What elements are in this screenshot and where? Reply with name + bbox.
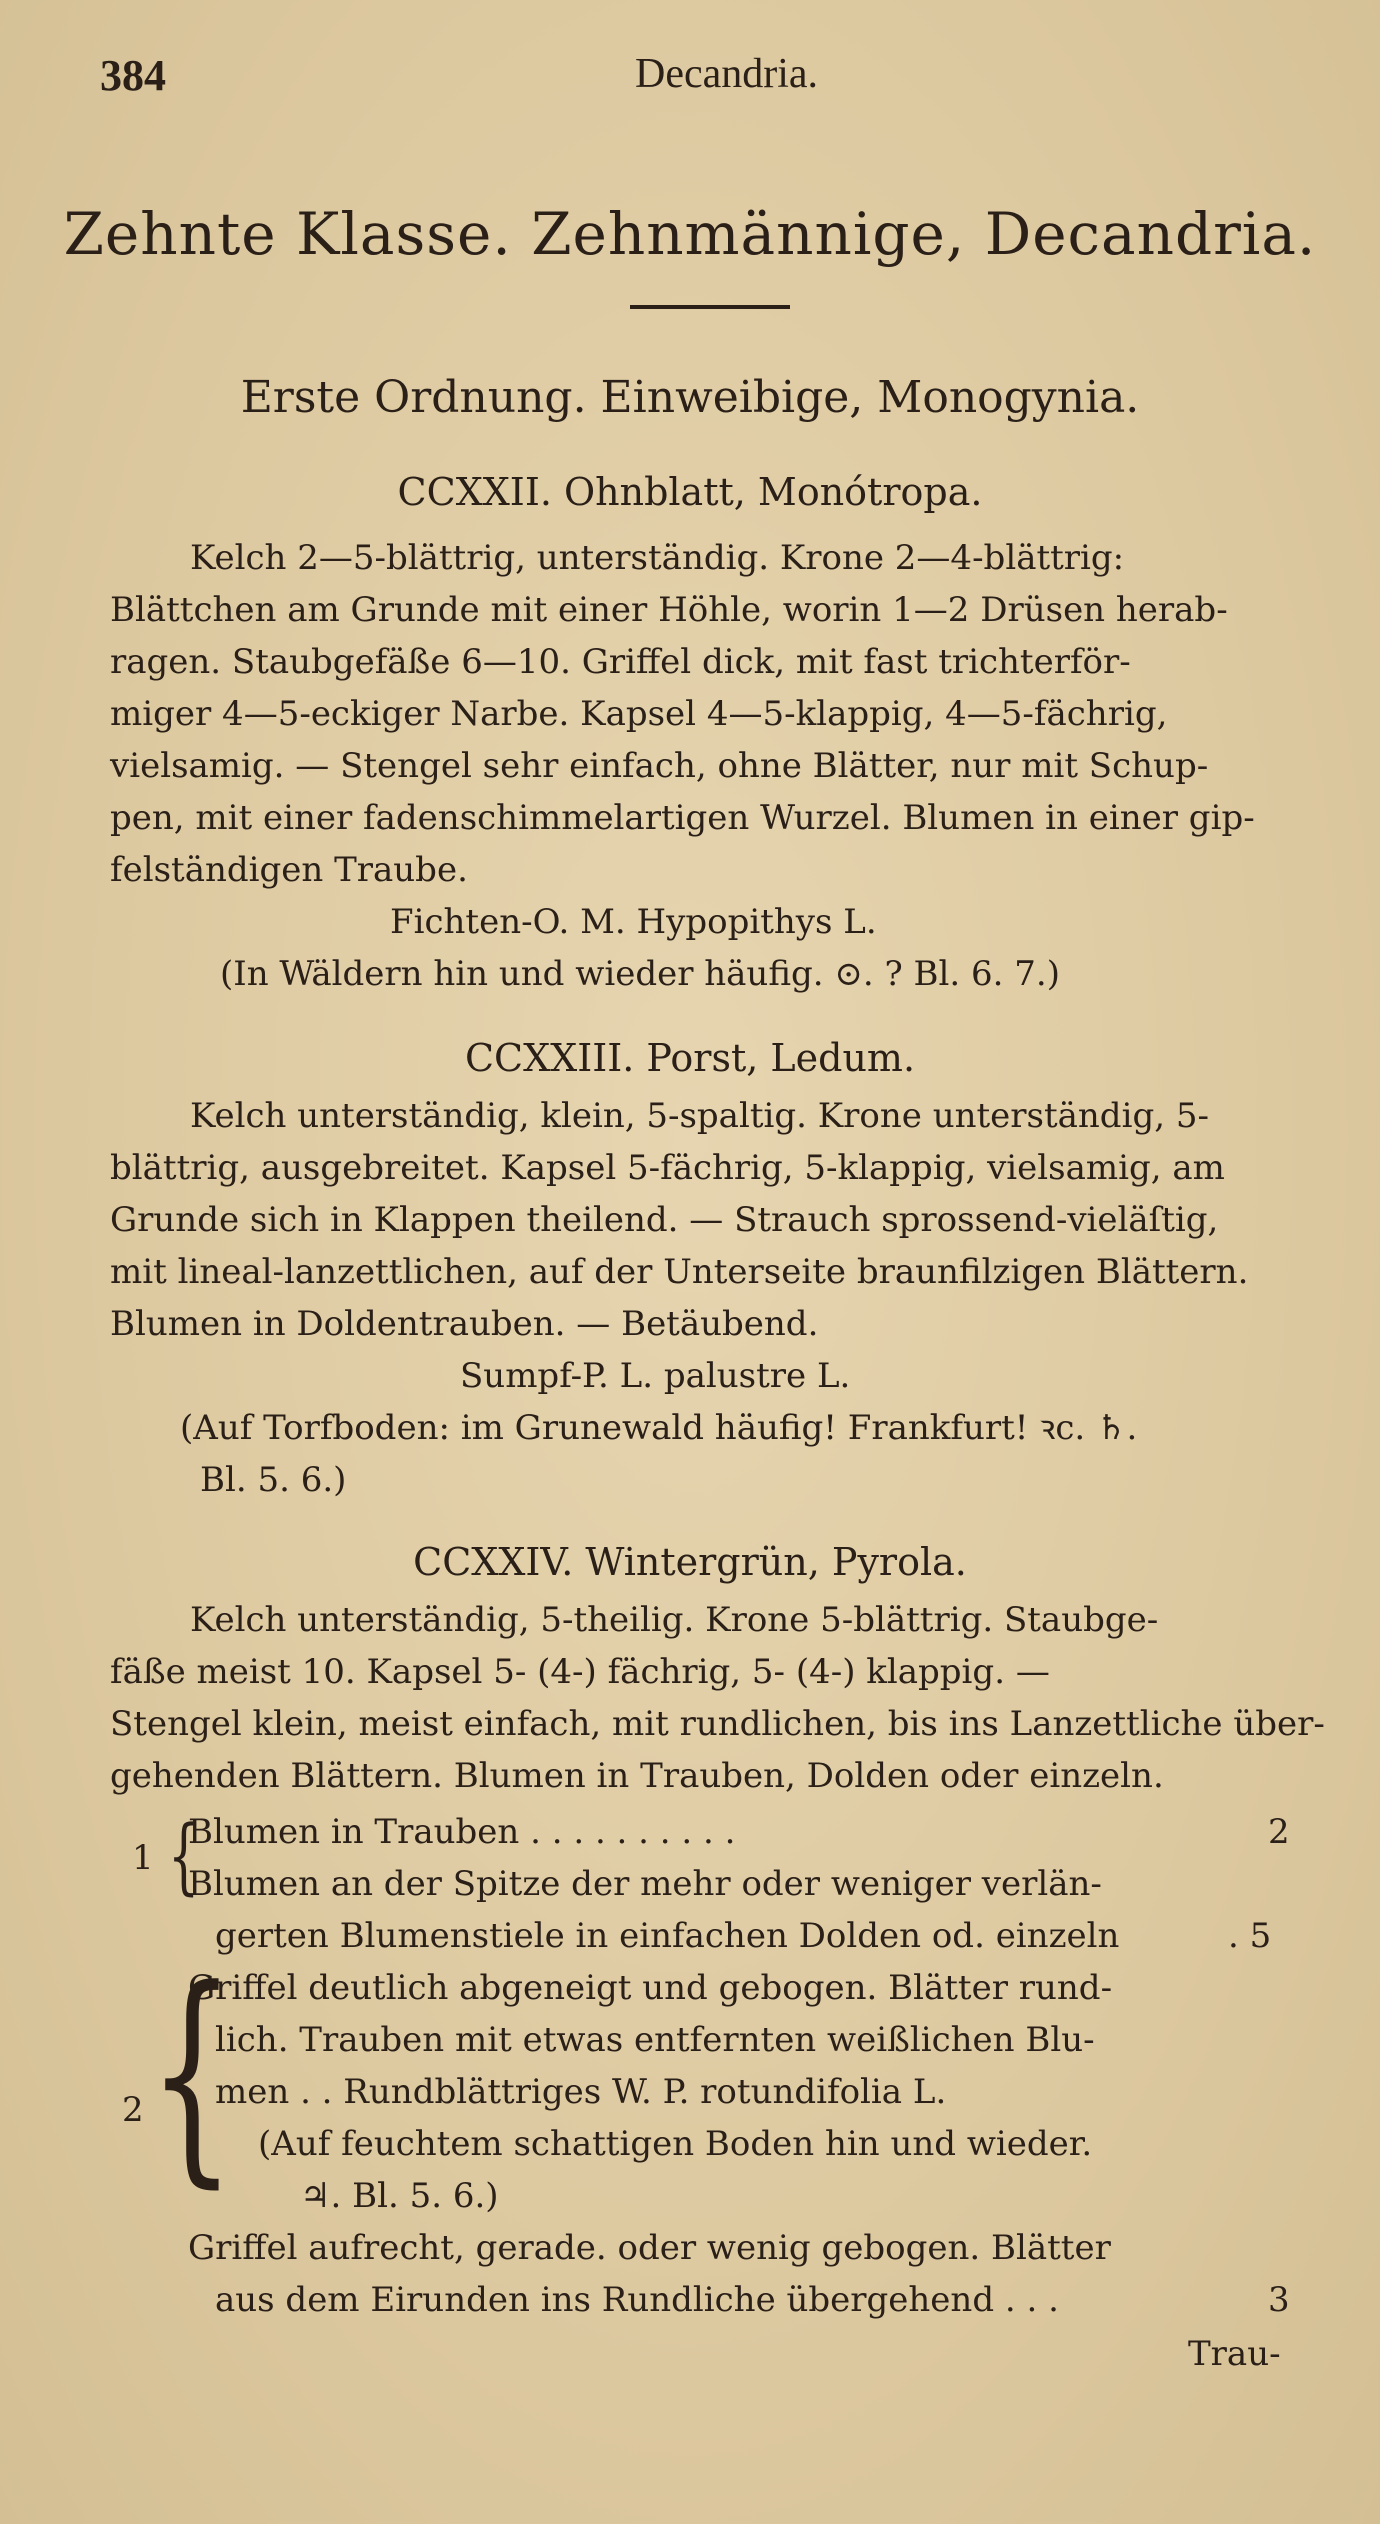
description-line: Kelch 2—5-blättrig, unterständig. Krone 2—4-blättrig:: [190, 538, 1125, 578]
key-line: aus dem Eirunden ins Rundliche übergehend . . .: [215, 2280, 1059, 2320]
class-title: Zehnte Klasse. Zehnmännige, Decandria.: [63, 200, 1317, 268]
key-reference: 2: [1268, 1812, 1290, 1852]
key-line: Griffel aufrecht, gerade. oder wenig gebogen. Blätter: [188, 2228, 1111, 2268]
description-line: fäße meist 10. Kapsel 5- (4-) fächrig, 5- (4-) klappig. —: [110, 1652, 1050, 1692]
genus-heading-pyrola: CCXXIV. Wintergrün, Pyrola.: [413, 1540, 967, 1584]
species-entry: Fichten-O. M. Hypopithys L.: [390, 902, 877, 942]
description-line: Kelch unterständig, 5-theilig. Krone 5-blättrig. Staubge-: [190, 1600, 1159, 1640]
running-title: Decandria.: [635, 51, 819, 97]
key-number: 2: [122, 2090, 144, 2130]
habitat-note: Bl. 5. 6.): [200, 1460, 347, 1500]
description-line: vielsamig. — Stengel sehr einfach, ohne Blätter, nur mit Schup-: [110, 746, 1209, 786]
description-line: miger 4—5-eckiger Narbe. Kapsel 4—5-klappig, 4—5-fächrig,: [110, 694, 1168, 734]
key-line: Blumen in Trauben . . . . . . . . . .: [188, 1812, 736, 1852]
key-line: Blumen an der Spitze der mehr oder weniger verlän-: [188, 1864, 1102, 1904]
description-line: mit lineal-lanzettlichen, auf der Unterseite braunfilzigen Blättern.: [110, 1252, 1249, 1292]
key-line: gerten Blumenstiele in einfachen Dolden od. einzeln: [215, 1916, 1120, 1956]
description-line: ragen. Staubgefäße 6—10. Griffel dick, mit fast trichterför-: [110, 642, 1131, 682]
key-line: Griffel deutlich abgeneigt und gebogen. Blätter rund-: [188, 1968, 1113, 2008]
species-entry: Sumpf-P. L. palustre L.: [460, 1356, 851, 1396]
key-line: men . . Rundblättriges W. P. rotundifolia L.: [215, 2072, 947, 2112]
description-line: felständigen Traube.: [110, 850, 468, 890]
key-brace: {: [168, 1809, 200, 1904]
order-title: Erste Ordnung. Einweibige, Monogynia.: [240, 372, 1140, 423]
key-brace: {: [148, 1941, 236, 2208]
page-number: 384: [100, 51, 166, 100]
habitat-note: (Auf Torfboden: im Grunewald häufig! Frankfurt! ꝛc. ♄.: [180, 1408, 1138, 1448]
description-line: blättrig, ausgebreitet. Kapsel 5-fächrig, 5-klappig, vielsamig, am: [110, 1148, 1225, 1188]
description-line: Kelch unterständig, klein, 5-spaltig. Krone unterständig, 5-: [190, 1096, 1209, 1136]
habitat-note: (In Wäldern hin und wieder häufig. ⊙. ? Bl. 6. 7.): [220, 954, 1060, 994]
key-reference: 3: [1268, 2280, 1290, 2320]
habitat-note: ♃. Bl. 5. 6.): [300, 2176, 499, 2216]
description-line: Stengel klein, meist einfach, mit rundlichen, bis ins Lanzettliche über-: [110, 1704, 1325, 1744]
description-line: Grunde sich in Klappen theilend. — Strauch sprossend-vieläſtig,: [110, 1200, 1219, 1240]
description-line: gehenden Blättern. Blumen in Trauben, Dolden oder einzeln.: [110, 1756, 1164, 1796]
description-line: Blumen in Doldentrauben. — Betäubend.: [110, 1304, 819, 1344]
genus-heading-monotropa: CCXXII. Ohnblatt, Monótropa.: [397, 470, 983, 514]
title-rule: [630, 305, 790, 309]
description-line: Blättchen am Grunde mit einer Höhle, worin 1—2 Drüsen herab-: [110, 590, 1228, 630]
habitat-note: (Auf feuchtem schattigen Boden hin und wieder.: [258, 2124, 1093, 2164]
description-line: pen, mit einer fadenschimmelartigen Wurzel. Blumen in einer gip-: [110, 798, 1255, 838]
key-reference: . 5: [1228, 1916, 1272, 1956]
catchword: Trau-: [1188, 2334, 1281, 2374]
key-number: 1: [132, 1838, 154, 1878]
key-line: lich. Trauben mit etwas entfernten weißlichen Blu-: [215, 2020, 1095, 2060]
genus-heading-ledum: CCXXIII. Porst, Ledum.: [464, 1036, 916, 1080]
